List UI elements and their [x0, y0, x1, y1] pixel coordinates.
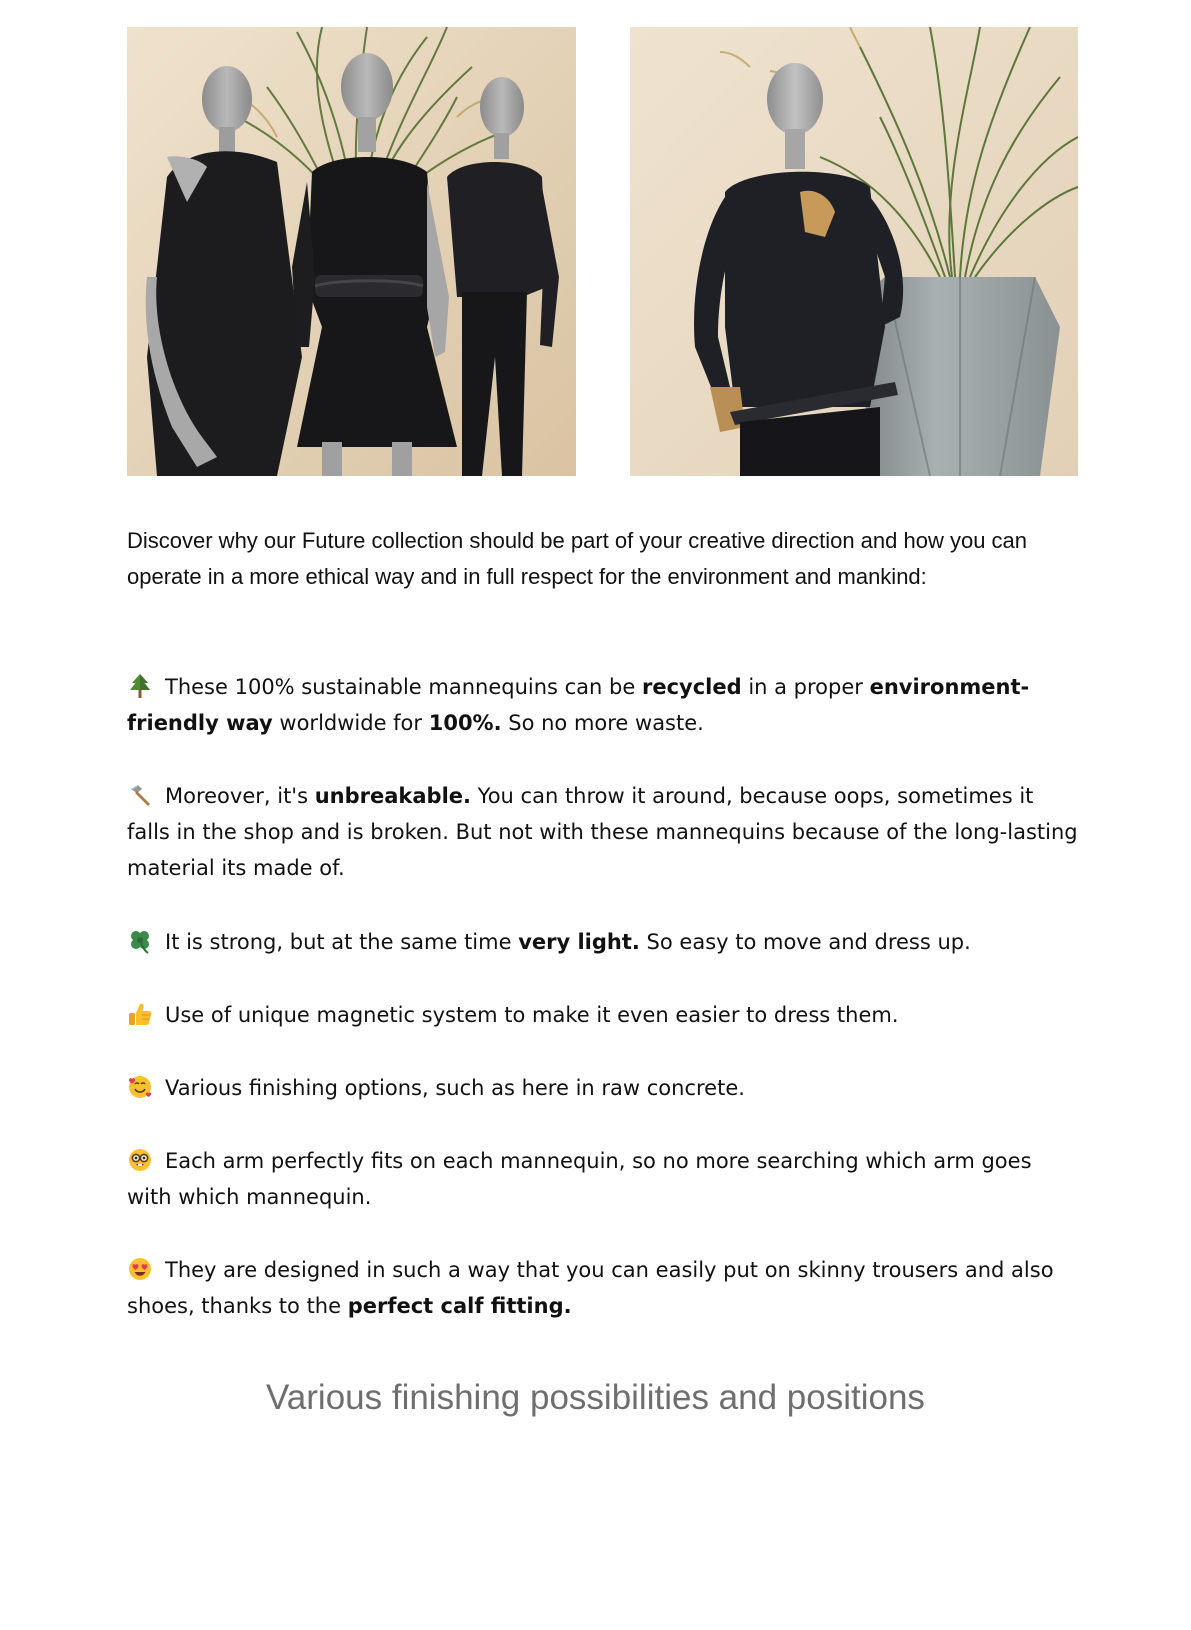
- bullet-very-light: It is strong, but at the same time very light. So easy to move and dress up.: [127, 924, 1082, 960]
- section-title: Various finishing possibilities and positions: [266, 1378, 925, 1417]
- single-mannequin-photo: [630, 27, 1078, 476]
- nerd-face-icon: [127, 1147, 153, 1173]
- intro-paragraph: Discover why our Future collection should be part of your creative direction and how you can operate in a more ethical way and in full respect for the environment and mankind:: [127, 528, 1028, 589]
- single-mannequin-illustration: [630, 27, 1078, 476]
- bullet-finishing-options: Various finishing options, such as here in raw concrete.: [127, 1070, 1082, 1106]
- four-leaf-clover-icon: [127, 928, 153, 954]
- thumbs-up-icon: [127, 1001, 153, 1027]
- bullet-arm-fit: Each arm perfectly fits on each mannequin, so no more searching which arm goes with which mannequin.: [127, 1149, 1032, 1209]
- bullet-unbreakable: Moreover, it's unbreakable. You can throw it around, because oops, sometimes it falls in the shop and is broken. But not with these mannequins because of the long-lasting material its made of.: [127, 784, 1078, 880]
- smiling-face-with-hearts-icon: [127, 1074, 153, 1100]
- mannequin-group-photo: [127, 27, 576, 476]
- bullet-magnetic-system: Use of unique magnetic system to make it even easier to dress them.: [127, 997, 1082, 1033]
- tree-icon: [127, 673, 153, 699]
- three-mannequins-illustration: [127, 27, 576, 476]
- bullet-recycled: These 100% sustainable mannequins can be recycled in a proper environment-friendly way worldwide for 100%. So no more waste.: [127, 675, 1030, 735]
- hammer-icon: [127, 782, 153, 808]
- heart-eyes-icon: [127, 1256, 153, 1282]
- bullet-calf-fitting: They are designed in such a way that you can easily put on skinny trousers and also shoes, thanks to the perfect calf fitting.: [127, 1258, 1054, 1318]
